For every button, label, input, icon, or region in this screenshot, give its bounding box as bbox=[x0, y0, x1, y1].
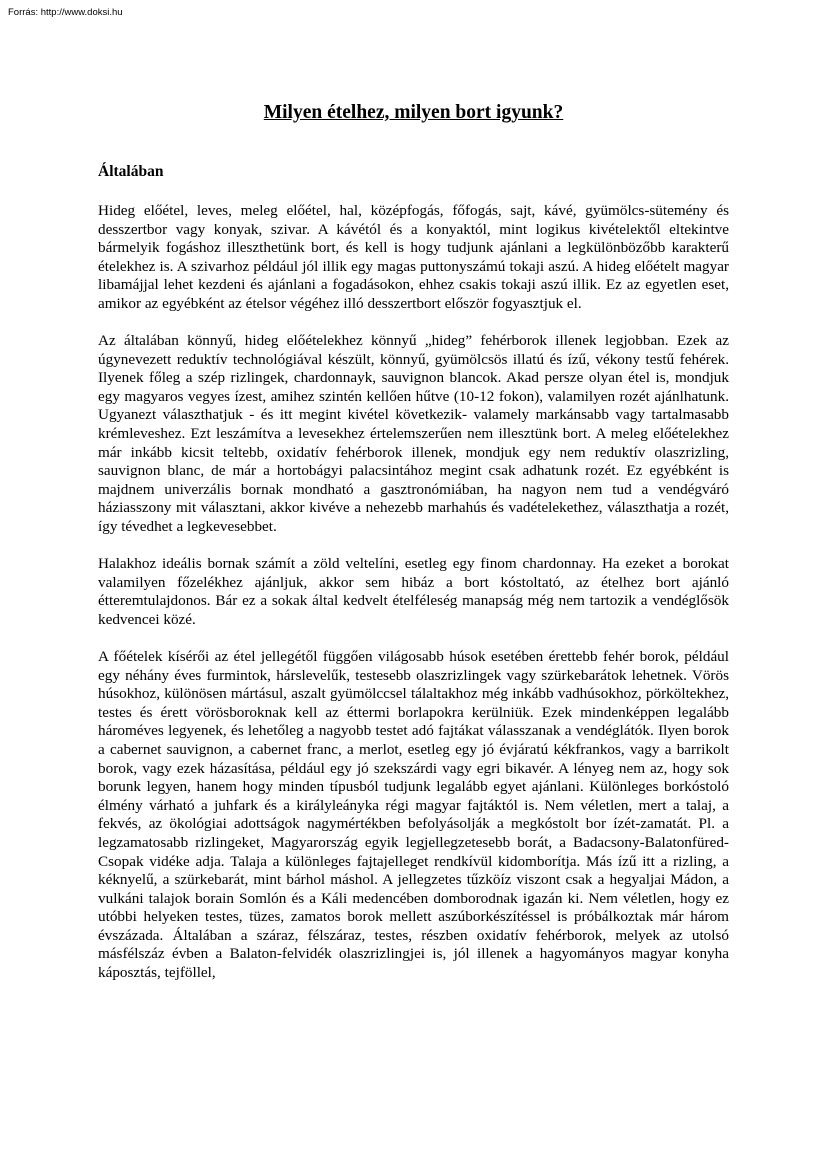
paragraph: A főételek kísérői az étel jellegétől függően világosabb húsok esetében érettebb fehér borok, például egy néhány éves furmintok, hárslevelűk, testesebb olaszrizlingek vagy szürkebarátok lehetnek. Vörös húsokhoz, különösen mártásul, aszalt gyümölccsel tálaltakhoz még inkább vadhúsokhoz, pörköltekhez, testes és érett vörösboroknak kell az éttermi borlapokra kerülniük. Ezek mindenképpen legalább hároméves legyenek, és lehetőleg a nagyobb testet adó fajtákat válasszanak a vendéglátók. Ilyen borok a cabernet sauvignon, a cabernet franc, a merlot, esetleg egy jó évjáratú kékfrankos, vagy a barrikolt borok, vagy ezek házasítása, például egy jó szekszárdi vagy egri bikavér. A lényeg nem az, hogy sok borunk legyen, hanem hogy minden típusból tudjunk legalább egyet ajánlani. Különleges borkóstoló élmény várható a juhfark és a királyleányka régi magyar fajtáktól is. Nem véletlen, mert a talaj, a fekvés, az ökológiai adottságok nagymértékben befolyásolják a megkóstolt bor ízét-zamatát. Pl. a legzamatosabb rizlingeket, Magyarország egyik legjellegzetesebb borát, a Badacsony-Balatonfüred-Csopak vidéke adja. Talaja a különleges fajtajelleget rendkívül kidomborítja. Más ízű itt a rizling, a kéknyelű, a szürkebarát, mint bárhol máshol. A jellegzetes tűzköíz viszont csak a hegyaljai Mádon, a vulkáni talajok borain Somlón és a Káli medencében domborodnak igazán ki. Nem véletlen, hogy ez utóbbi helyeken testes, tüzes, zamatos borok mellett aszúborkészítéssel is próbálkoztak már három évszázada. Általában a száraz, félszáraz, testes, részben oxidatív fehérborok, melyek az utolsó másfélszáz évben a Balaton-felvidék olaszrizlingjei is, jól illenek a hagyományos magyar konyha káposztás, tejföllel, bbox=[98, 647, 729, 982]
paragraph: Halakhoz ideális bornak számít a zöld veltelíni, esetleg egy finom chardonnay. Ha ezeket a borokat valamilyen főzelékhez ajánljuk, akkor sem hibáz a bort kóstoltató, az ételhez bort ajánló étteremtulajdonos. Bár ez a sokak által kedvelt ételféleség manapság még nem tartozik a vendéglősök kedvencei közé. bbox=[98, 555, 729, 628]
section-heading: Általában bbox=[98, 163, 164, 180]
paragraph: Az általában könnyű, hideg előételekhez könnyű „hideg” fehérborok illenek legjobban. Ezek az úgynevezett reduktív technológiával készült, könnyű, gyümölcsös illatú és ízű, vékony testű fehérek. Ilyenek főleg a szép rizlingek, chardonnayk, sauvignon blancok. Akad persze olyan étel is, mondjuk egy magyaros vegyes ízest, amihez szintén kellően hűtve (10-12 fokon), valamilyen rozét ajánlhatunk. Ugyanezt választhatjuk - és itt megint kivétel következik- valamely markánsabb vagy tartalmasabb krémleveshez. Ezt leszámítva a levesekhez értelemszerűen nem illesztünk bort. A meleg előételekhez már inkább kicsit teltebb, oxidatív fehérborok illenek, mondjuk egy nem reduktív olaszrizling, sauvignon blanc, de már a hortobágyi palacsintához megint csak adhatunk rozét. Ez egyébként is majdnem univerzális bornak mondható a gasztronómiában, ha nagyon nem tud a vendégváró háziasszony mit választani, akkor kivéve a nehezebb marhahús és vadételekethez, választhatja a rozét, így tévedhet a legkevesebbet. bbox=[98, 332, 729, 535]
source-note: Forrás: http://www.doksi.hu bbox=[8, 7, 123, 18]
paragraph: Hideg előétel, leves, meleg előétel, hal, középfogás, főfogás, sajt, kávé, gyümölcs-sütemény és desszertbor vagy konyak, szivar. A kávétól és a konyaktól, mint logikus kivételektől eltekintve bármelyik fogáshoz illeszthetünk bort, és kell is hogy tudjunk ajánlani a legkülönbözőbb karakterű ételekhez is. A szivarhoz például jól illik egy magas puttonyszámú tokaji aszú. A hideg előételt magyar libamájjal lehet kezdeni és ajánlani a fogadásokon, ehhez csakis tokaji aszú illik. Ez az egyetlen eset, amikor az egyébként az ételsor végéhez illó desszertbort először fogyasztjuk el. bbox=[98, 202, 729, 312]
document-body bbox=[98, 202, 729, 1001]
document-title: Milyen ételhez, milyen bort igyunk? bbox=[263, 102, 564, 123]
